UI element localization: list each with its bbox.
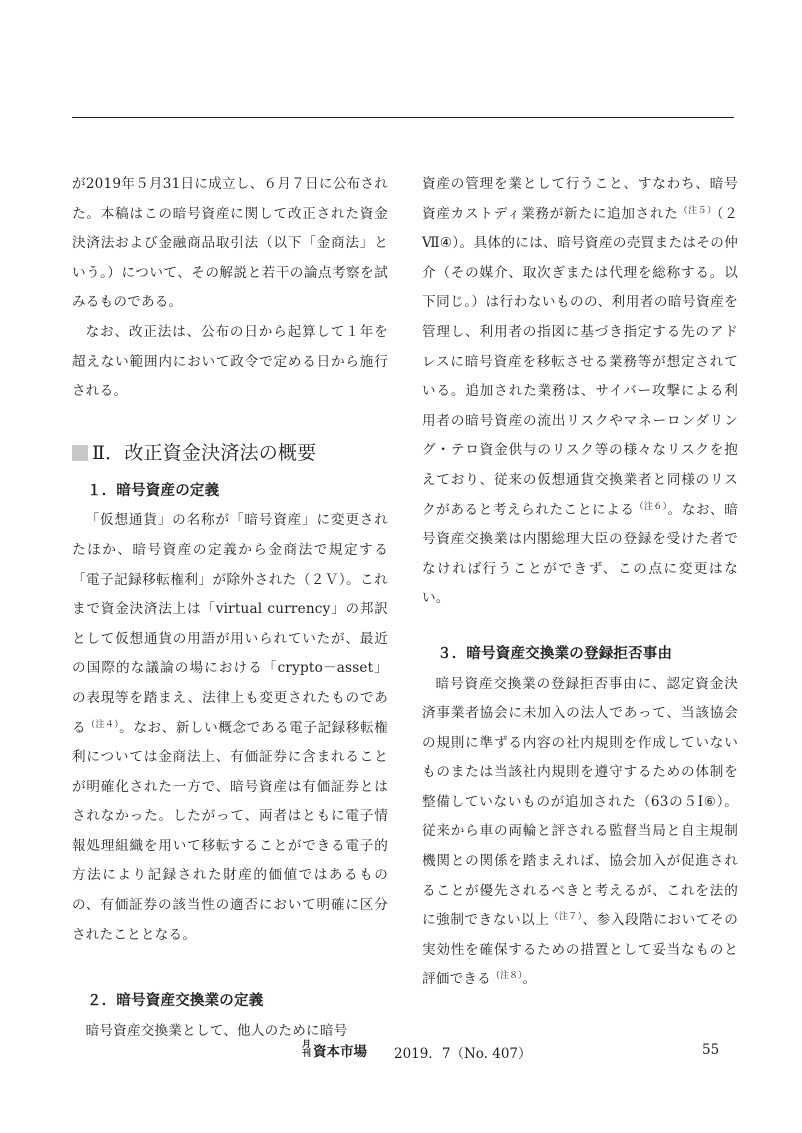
footnote-ref-6: （注６） xyxy=(634,501,668,512)
subsection-heading-1: １．暗号資産の定義 xyxy=(87,482,220,499)
paragraph-text: 「仮想通貨」の名称が「暗号資産」に変更されたほか、暗号資産の定義から金商法で規定する「電子記録移転権利」が除外された（２Ｖ）。これまで資金決済法上は「virtual currency」の邦訳として仮想通貨の用語が用いられていたが、最近の国際的な議論の場における「crypto－asset」の表現等を踏まえ、法律上も変更されたものである xyxy=(72,512,388,736)
paragraph-text: 。なお、新しい概念である電子記録移転権利については金商法上、有価証券に含まれることが明確化された一方で、暗号資産は有価証券とはされなかった。したがって、両者はともに電子情報処理組織を用いて移転することができる電子的方法により記録された財産的価値ではあるものの、有価証券の該当性の適否において明確に区分されたこととなる。 xyxy=(72,719,388,943)
registration-refusal-paragraph xyxy=(422,670,738,996)
section-title: Ⅱ．改正資金決済法の概要 xyxy=(92,441,317,464)
effective-date-paragraph: なお、改正法は、公布の日から起算して１年を超えない範囲内において政令で定める日から施行される。 xyxy=(72,323,388,400)
page-footer xyxy=(0,1038,802,1062)
intro-paragraph: が2019年５月31日に成立し、６月７日に公布された。本稿はこの暗号資産に関して改正された資金決済法および金融商品取引法（以下「金商法」という。）について、その解説と若干の論点考察を試みるものである。 xyxy=(72,176,388,311)
footnote-ref-8: （注８） xyxy=(490,971,523,982)
footnote-ref-4: （注４） xyxy=(86,719,120,730)
section-heading xyxy=(72,438,388,468)
magazine-name xyxy=(302,1040,367,1060)
paragraph-text: 。なお、暗号資産交換業は内閣総理大臣の登録を受けた者でなければ行うことができず、この点に変更はない。 xyxy=(422,501,738,607)
spacer xyxy=(72,950,388,979)
section-square-icon xyxy=(72,445,88,461)
header-rule xyxy=(72,117,734,118)
footnote-ref-5: （注５） xyxy=(678,205,717,216)
subsection-heading-2: ２．暗号資産交換業の定義 xyxy=(87,993,264,1010)
monthly-mark-bottom: 刊 xyxy=(302,1049,312,1059)
paragraph-text: （２Ⅶ④）。具体的には、暗号資産の売買またはその仲介（その媒介、取次ぎまたは代理を総称する。以下同じ。）は行わないものの、利用者の暗号資産を管理し、利用者の指図に基づき指定する先のアドレスに暗号資産を移転させる業務等が想定されている。追加された業務は、サイバー攻撃による利用者の暗号資産の流出リスクやマネーロンダリング・テロ資金供与のリスク等の様々なリスクを抱えており、従来の仮想通貨交換業者と同様のリスクがあると考えられたことによる xyxy=(422,205,738,518)
spacer xyxy=(422,614,738,632)
page-number: 55 xyxy=(702,1042,720,1058)
right-column xyxy=(422,170,738,995)
paragraph-text: 。 xyxy=(522,971,537,988)
issue-number: 2019．7（No. 407） xyxy=(394,1046,532,1062)
left-column xyxy=(72,170,388,1046)
custody-paragraph xyxy=(422,170,738,614)
paragraph-text: 暗号資産交換業の登録拒否事由に、認定資金決済事業者協会に未加入の法人であって、当該協会の規則に準ずる内容の社内規則を作成していないものまたは当該社内規則を遵守するための体制を整備していないものが追加された（63の５Ⅰ⑥）。従来から車の両輪と評される監督当局と自主規制機関との関係を踏まえれば、協会加入が促進されることが優先されるべきと考えるが、これを法的に強制できない以上 xyxy=(422,675,738,929)
paragraph-text: 資産の管理を業として行うこと、すなわち、暗号資産カストディ業務が新たに追加された xyxy=(422,176,738,222)
subsection-heading-3: ３．暗号資産交換業の登録拒否事由 xyxy=(437,645,673,662)
crypto-asset-definition-paragraph xyxy=(72,506,388,950)
magazine-title: 資本市場 xyxy=(313,1044,368,1060)
paragraph-text: 、参入段階においてその実効性を確保するための措置として妥当なものと評価できる xyxy=(422,912,738,988)
exchange-definition-paragraph: 暗号資産交換業として、他人のために暗号 xyxy=(85,1022,348,1039)
magazine-monthly-mark xyxy=(302,1041,311,1060)
monthly-mark-top: 月 xyxy=(302,1039,312,1050)
footnote-ref-7: （注７） xyxy=(549,912,583,923)
